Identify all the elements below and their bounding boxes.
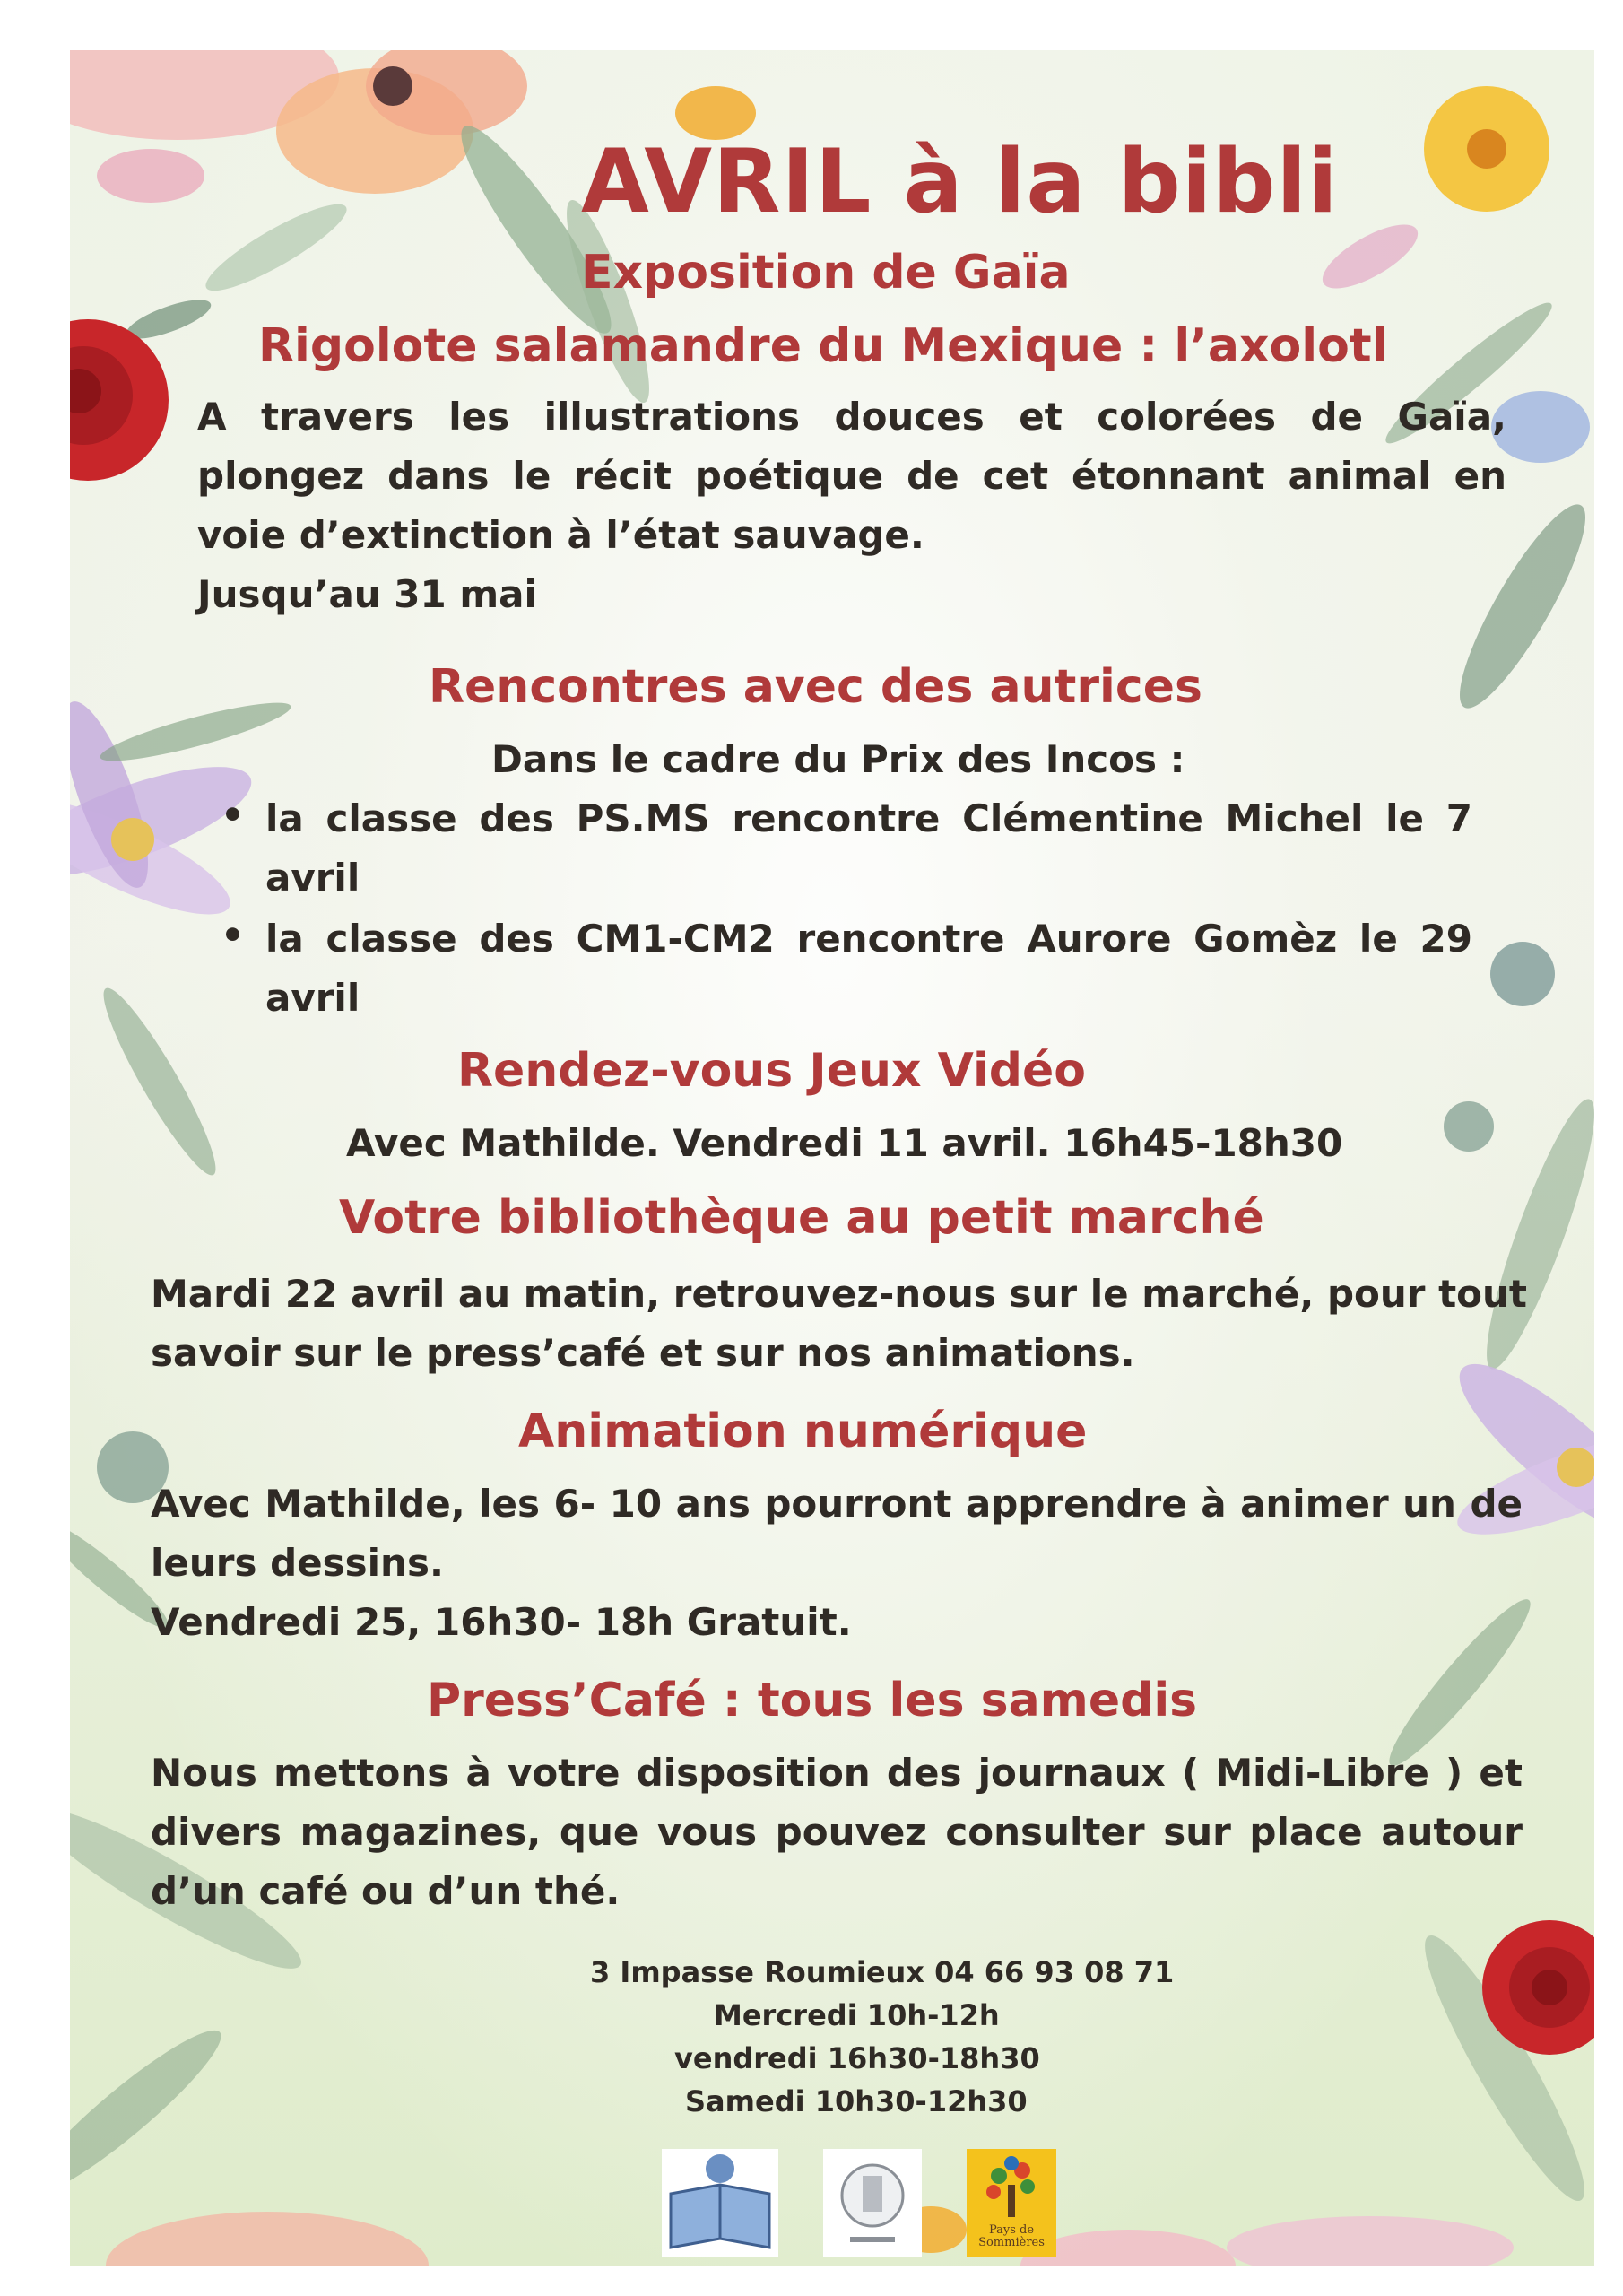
exhibition-text-line: plongez dans le récit poétique de cet étonnant animal en bbox=[197, 454, 1506, 498]
digital-text-line: Avec Mathilde, les 6- 10 ans pourront apprendre à animer un de bbox=[151, 1482, 1523, 1526]
exhibition-text-line: A travers les illustrations douces et colorées de Gaïa, bbox=[197, 395, 1506, 439]
bullet-icon: • bbox=[221, 793, 245, 837]
village-emblem-logo bbox=[823, 2149, 922, 2257]
opening-hours: Samedi 10h30-12h30 bbox=[685, 2084, 1028, 2118]
presscafe-heading: Press’Café : tous les samedis bbox=[427, 1674, 1198, 1727]
authors-bullet-line: la classe des CM1-CM2 rencontre Aurore Gomèz le 29 bbox=[265, 917, 1472, 961]
exhibition-heading: Rigolote salamandre du Mexique : l’axolotl bbox=[258, 319, 1388, 373]
authors-intro: Dans le cadre du Prix des Incos : bbox=[491, 737, 1185, 781]
exhibition-text-line: voie d’extinction à l’état sauvage. bbox=[197, 513, 924, 557]
authors-bullet-line: la classe des PS.MS rencontre Clémentine Michel le 7 bbox=[265, 796, 1472, 840]
video-games-heading: Rendez-vous Jeux Vidéo bbox=[457, 1044, 1087, 1098]
library-address: 3 Impasse Roumieux 04 66 93 08 71 bbox=[590, 1955, 1175, 1989]
opening-hours: Mercredi 10h-12h bbox=[714, 1998, 1000, 2032]
market-text-line: Mardi 22 avril au matin, retrouvez-nous sur le marché, pour tout bbox=[151, 1272, 1528, 1316]
digital-dates: Vendredi 25, 16h30- 18h Gratuit. bbox=[151, 1600, 852, 1644]
presscafe-text-line: Nous mettons à votre disposition des journaux ( Midi-Libre ) et bbox=[151, 1751, 1523, 1795]
exhibition-dates: Jusqu’au 31 mai bbox=[197, 572, 537, 616]
authors-bullet-line: avril bbox=[265, 856, 360, 900]
reading-child-logo bbox=[662, 2149, 778, 2257]
presscafe-text-line: d’un café ou d’un thé. bbox=[151, 1869, 621, 1913]
bullet-icon: • bbox=[221, 913, 245, 957]
market-heading: Votre bibliothèque au petit marché bbox=[339, 1191, 1264, 1245]
tree-logo-caption: Pays de Sommières bbox=[978, 2223, 1045, 2249]
authors-heading: Rencontres avec des autrices bbox=[429, 660, 1202, 714]
poster-content bbox=[70, 50, 1594, 2266]
digital-text-line: leurs dessins. bbox=[151, 1541, 444, 1585]
opening-hours: vendredi 16h30-18h30 bbox=[674, 2041, 1040, 2075]
market-text-line: savoir sur le press’café et sur nos animations. bbox=[151, 1331, 1135, 1375]
digital-heading: Animation numérique bbox=[518, 1405, 1088, 1458]
authors-bullet-line: avril bbox=[265, 976, 360, 1020]
page-title: AVRIL à la bibli bbox=[581, 131, 1339, 233]
video-games-text: Avec Mathilde. Vendredi 11 avril. 16h45-18h30 bbox=[346, 1121, 1343, 1165]
presscafe-text-line: divers magazines, que vous pouvez consulter sur place autour bbox=[151, 1810, 1523, 1854]
poster-sheet bbox=[70, 50, 1594, 2266]
exhibition-subtitle: Exposition de Gaïa bbox=[581, 246, 1071, 300]
